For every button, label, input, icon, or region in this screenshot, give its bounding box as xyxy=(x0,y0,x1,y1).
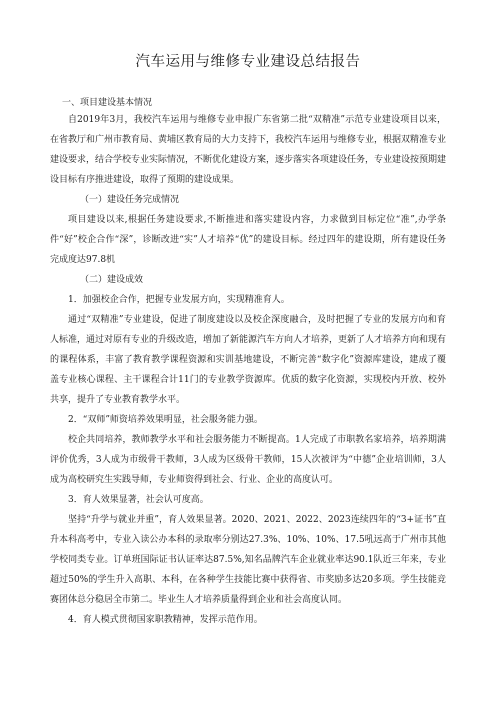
achievement-item-3-body: 坚持“升学与就业并重”，育人效果显著。2020、2021、2022、2023连续四年的“3+证书”直升本科高考中，专业入读公办本科的录取率分别达27.3%、10%、10%、17.5吼远高于广州市其他学校同类专业。订单班国际证书认证率达87.5%,知名品牌汽车企业就业率达90.1队近三年来，专业超过50%的学生升入高职、本科，在各种学生技能比赛中获得省、市奖励多达20多项。学生技能竞赛团体总分稳居全市第二。毕业生人才培养质量得到企业和社会高度认同。 xyxy=(50,515,446,605)
document-title: 汽车运用与维修专业建设总结报告 xyxy=(135,54,361,70)
subsection-heading-task-completion: （一）建设任务完成情况 xyxy=(80,195,180,205)
achievement-item-3-label: 3．育人效果显著，社会认可度高。 xyxy=(68,495,209,505)
achievement-item-2-body: 校企共同培养，教师教学水平和社会服务能力不断提高。1人完成了市职教名家培养，培养期满评价优秀，3人成为市级骨干教师，3人成为区级骨干教师，15人次被评为“中德”企业培训师，3人成为高校研究生实践导师，专业师资得到社会、行业、企业的高度认可。 xyxy=(50,435,446,485)
achievement-item-4-label: 4．育人模式贯彻国家职教精神，发挥示范作用。 xyxy=(68,615,263,625)
achievement-item-2-label: 2．“双师”师资培养效果明显，社会服务能力强。 xyxy=(68,415,263,425)
achievement-item-1-label: 1．加强校企合作，把握专业发展方向，实现精准育人。 xyxy=(68,295,290,305)
achievement-item-1-body: 通过“双精准”专业建设，促进了制度建设以及校企深度融合，及时把握了专业的发展方向和育人标准，通过对原有专业的升级改造，增加了新能源汽车方向人才培养，更新了人才培养方向和现有的课程体系，丰富了教育教学课程资源和实训基地建设，不断完善“数字化”资源库建设，建成了覆盖专业核心课程、主干课程合计11门的专业教学资源库。优质的数字化资源，实现校内开放、校外共享，提升了专业教育教学水平。 xyxy=(50,315,447,405)
section-heading-project-overview: 一、项目建设基本情况 xyxy=(62,98,153,108)
section-intro-paragraph: 自2019年3月，我校汽车运用与维修专业申报广东省第二批“双精准”示范专业建设项目以来，在省教厅和广州市教育局、黄埔区教育局的大力支持下，我校汽车运用与维修专业，根据双精准专业建设要求，结合学校专业实际情况，不断优化建设方案，逐步落实各项建设任务，专业建设按预期建设目标有序推进建设，取得了预期的建设成果。 xyxy=(50,115,447,185)
subsection-heading-achievements: （二）建设成效 xyxy=(80,275,144,285)
task-completion-paragraph: 项目建设以来,根据任务建设要求,不断推进和落实建设内容，力求做到目标定位“准”,办学条件“好”校企合作“深”，诊断改进“实”人才培养“优”的建设目标。经过四年的建设期，所有建设任务完成度达97.8机 xyxy=(50,215,446,265)
